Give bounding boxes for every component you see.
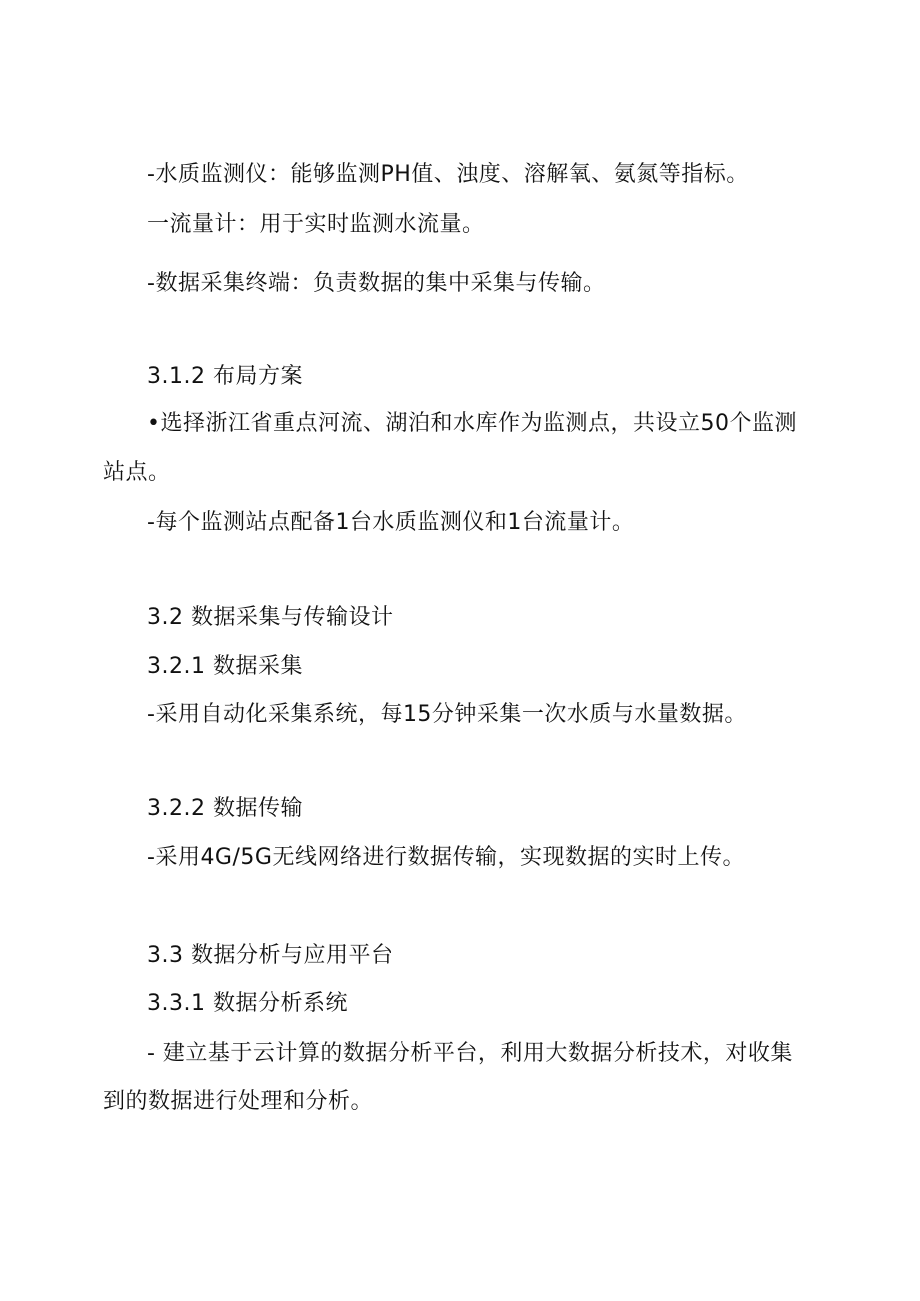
text-line-site-selection: •选择浙江省重点河流、湖泊和水库作为监测点，共设立50个监测 [147,411,797,436]
heading-3-2: 3.2 数据采集与传输设计 [147,605,394,630]
text-line-auto-collection: -采用自动化采集系统，每15分钟采集一次水质与水量数据。 [147,702,747,727]
heading-3-3-1: 3.3.1 数据分析系统 [147,991,348,1016]
heading-3-1-2: 3.1.2 布局方案 [147,364,303,389]
heading-3-2-2: 3.2.2 数据传输 [147,796,303,821]
text-line-wireless-transmission: -采用4G/5G无线网络进行数据传输，实现数据的实时上传。 [147,845,745,870]
heading-3-3: 3.3 数据分析与应用平台 [147,943,394,968]
text-line-site-selection-cont: 站点。 [103,460,171,485]
heading-3-2-1: 3.2.1 数据采集 [147,654,303,679]
text-line-equipment-per-site: -每个监测站点配备1台水质监测仪和1台流量计。 [147,510,635,535]
text-line-flowmeter: 一流量计：用于实时监测水流量。 [147,212,485,237]
text-line-cloud-platform: - 建立基于云计算的数据分析平台，利用大数据分析技术，对收集 [147,1041,793,1066]
text-line-cloud-platform-cont: 到的数据进行处理和分析。 [103,1089,374,1114]
text-line-water-quality-monitor: -水质监测仪：能够监测PH值、浊度、溶解氧、氨氮等指标。 [147,162,749,187]
text-line-data-terminal: -数据采集终端：负责数据的集中采集与传输。 [147,271,606,296]
